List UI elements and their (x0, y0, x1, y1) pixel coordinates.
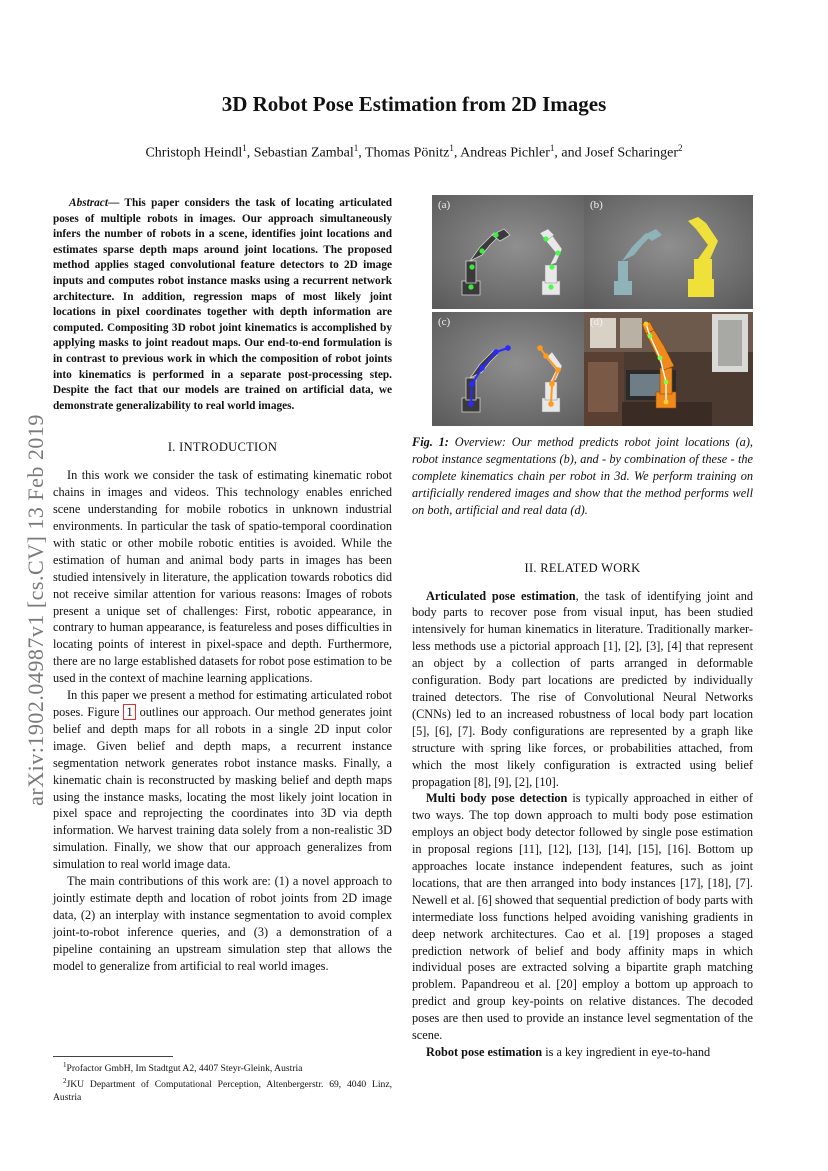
robot-kinematics-image (432, 312, 601, 426)
footnotes (53, 1056, 392, 1104)
footnote-rule (53, 1056, 173, 1057)
related-paragraph-1: Articulated pose estimation, the task of identifying joint and body parts to recover pose from visual input, has been studied intensively for human kinematics in literature. Traditionally marker-less methods use a pictorial approach [1], [2], [3], [4] that represent an object by a collection of parts arranged in deformable configuration. Body part locations are predicted by individually trained detectors. The rise of Convolutional Neural Networks (CNNs) led to an increased robustness of local body part location [5], [6], [7]. Body configurations are represented by a graph like structure with spring like forces, or probabilities attached, from which the most likely configuration is extracted using belief propagation [8], [9], [2], [10]. (412, 588, 753, 789)
figure-link[interactable]: 1 (123, 704, 135, 720)
left-column (53, 196, 392, 975)
arxiv-stamp: arXiv:1902.04987v1 [cs.CV] 13 Feb 2019 (23, 414, 48, 806)
panel-b-instance-segmentation (584, 195, 753, 309)
footnote-2: $^2$JKU Department of Computational Perception, Altenbergerstr. 69, 4040 Linz, Austria (53, 1077, 392, 1104)
author-list: Christoph Heindl$^1$, Sebastian Zambal$^1$, Thomas Pönitz$^1$, Andreas Pichler$^1$, and Josef Scharinger$^2$ (145, 143, 683, 161)
figure-caption: Fig. 1: Overview: Our method predicts robot joint locations (a), robot instance segmentations (b), and - by combination of these - the complete kinematics chain per robot in 3d. We perform training on artificially rendered images and show that the method performs well on both, artificial and real data (d). (412, 435, 753, 517)
intro-paragraph-2: In this paper we present a method for estimating articulated robot poses. Figure 1 outlines our approach. Our method generates joint belief and depth maps for all robots in a single 2D input color image. Given belief and depth maps, a recurrent instance segmentation network generates robot instance masks. Finally, a kinematic chain is reconstructed by masking belief and depth maps using the instance masks, locating the most likely joint location in pixel space and reprojecting the coordinates into 3D via depth information. We harvest training data solely from a non-realistic 3D simulation. Finally, we show that our approach generalizes from simulation to real world image data. (53, 688, 392, 872)
panel-d-label: (d) (590, 316, 603, 328)
paper-title: 3D Robot Pose Estimation from 2D Images (221, 92, 607, 116)
figure-1 (412, 195, 753, 426)
panel-a-label: (a) (438, 199, 451, 211)
robot-render-image (432, 195, 601, 309)
intro-paragraph-1: In this work we consider the task of estimating kinematic robot chains in images and videos. This technology enables enriched scene understanding for mobile robotics in unknown industrial environments. In particular the task of spatio-temporal coordination with static or other mobile robotic entities is avoided. While the estimation of human and animal body parts in images has been studied intensively in literature, the application towards robotics did not receive similar attention for various reasons: Images of robots present a unique set of challenges: First, robotic appearance, in contrary to human appearance, is featureless and poses difficulties in locating points of interest in pixel-space and depth. Furthermore, there are no large established datasets for robot pose estimation to be used in the context of machine learning applications. (53, 468, 392, 686)
robot-segmentation-image (584, 195, 753, 309)
intro-paragraph-3: The main contributions of this work are: (1) a novel approach to jointly estimate depth and location of robot joints from 2D image data, (2) an interplay with instance segmentation to avoid complex joint-to-robot inference queries, and (3) a demonstration of a pipeline containing an upstream simulation step that allows the model to generalize from artificial to real world images. (53, 874, 392, 973)
abstract: Abstract— This paper considers the task of locating articulated poses of multiple robots in images. Our approach simultaneously infers the number of robots in a scene, identifies joint locations and estimates sparse depth maps around joint locations. The proposed method applies staged convolutional feature detectors to 2D image inputs and computes robot instance masks using a recurrent network architecture. In addition, regression maps of most likely joint locations in pixel coordinates together with depth information are computed. Compositing 3D robot joint kinematics is accomplished by applying masks to joint readout maps. Our end-to-end formulation is in contrast to previous work in which the composition of robot joints into kinematics is performed in a separate post-processing step. Despite the fact that our models are trained on artificial data, we demonstrate generalizability to real world images. (53, 197, 392, 412)
right-column (412, 195, 753, 1061)
panel-c-label: (c) (438, 316, 451, 328)
section-heading-related-work: II. RELATED WORK (524, 560, 641, 575)
related-paragraph-2: Multi body pose detection is typically approached in either of two ways. The top down approach to multi body pose estimation employs an object body detector followed by single pose estimation in proposal regions [11], [12], [13], [14], [15], [16]. Bottom up approaches locate instance independent features, such as joint locations, that are then arranged into body instances [17], [18], [7]. Newell et al. [6] showed that sequential prediction of body parts with intermediate loss functions helped avoiding vanishing gradients in deep network architectures. Cao et al. [19] proposes a staged prediction network of belief and body affinity maps in which individual poses are extracted solving a bipartite graph matching problem. Papandreou et al. [20] employ a bottom up approach to predict and group key-points on relative distances. The decoded poses are then used to provide an instance level segmentation of the scene. (412, 791, 753, 1043)
footnote-1: $^1$Profactor GmbH, Im Stadtgut A2, 4407 Steyr-Gleink, Austria (63, 1061, 303, 1075)
panel-a-joint-locations (432, 195, 601, 309)
panel-b-label: (b) (590, 199, 603, 211)
panel-d-real-data (584, 312, 753, 426)
panel-c-kinematic-chain (432, 312, 601, 426)
section-heading-introduction: I. INTRODUCTION (167, 440, 278, 455)
real-robot-photo (584, 312, 753, 426)
related-paragraph-3: Robot pose estimation is a key ingredient in eye-to-hand (426, 1045, 711, 1059)
